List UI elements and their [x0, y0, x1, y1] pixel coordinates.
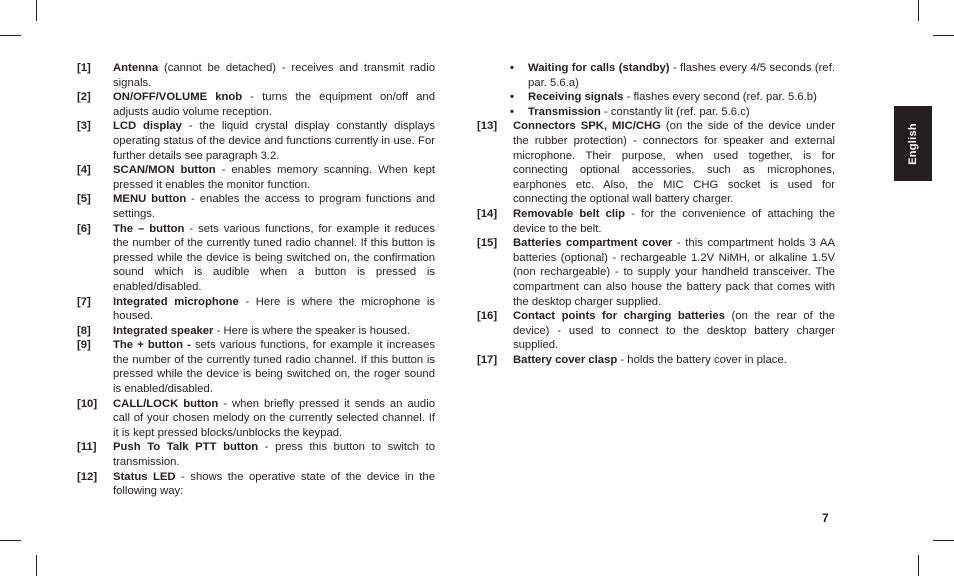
list-item: [6] The – button - sets various functions, for example it reduces the number of the currently tuned radio channel. If this button is pressed while the device is being switched on, the confirmation sound which is audible when a button is pressed is enabled/disabled.	[77, 222, 435, 293]
bullet-item: • Transmission - constantly lit (ref. par. 5.6.c)	[510, 105, 750, 118]
list-item: [9] The + button - sets various functions, for example it increases the number of the currently tuned radio channel. If this button is pressed while the device is being switched on, the roger sound is enabled/disabled.	[77, 339, 435, 396]
list-item: [4] SCAN/MON button - enables memory scanning. When kept pressed it enables the monitor function.	[77, 164, 435, 191]
list-item: [8] Integrated speaker - Here is where the speaker is housed.	[77, 324, 411, 337]
left-column	[77, 61, 435, 499]
crop-mark	[918, 0, 919, 21]
list-item: [16] Contact points for charging batteries (on the rear of the device) - used to connect to the desktop battery charger supplied.	[477, 310, 835, 352]
list-item: [10] CALL/LOCK button - when briefly pressed it sends an audio call of your chosen melody on the currently selected channel. If it is kept pressed blocks/unblocks the keypad.	[77, 397, 436, 439]
list-item: [12] Status LED - shows the operative state of the device in the following way:	[77, 470, 435, 498]
crop-mark	[933, 35, 954, 36]
crop-mark	[0, 35, 21, 36]
language-tab	[894, 106, 932, 181]
bullet-item: • Receiving signals - flashes every second (ref. par. 5.6.b)	[510, 91, 817, 104]
bullet-item: • Waiting for calls (standby) - flashes every 4/5 seconds (ref. par. 5.6.a)	[510, 62, 835, 89]
list-item: [2] ON/OFF/VOLUME knob - turns the equipment on/off and adjusts audio volume reception.	[77, 91, 436, 118]
list-item: [1] Antenna (cannot be detached) - receives and transmit radio signals.	[77, 62, 435, 89]
list-item: [11] Push To Talk PTT button - press this button to switch to transmission.	[77, 441, 435, 469]
crop-mark	[36, 0, 37, 21]
page-number: 7	[822, 511, 829, 525]
crop-mark	[933, 540, 954, 541]
list-item: [15] Batteries compartment cover - this compartment holds 3 AA batteries (optional) - rechargeable 1.2V NiMH, or alkaline 1.5V (non rechargeable) - to supply your handheld transceiver. The compartment can also house the battery pack that comes with the desktop charger supplied.	[477, 237, 835, 308]
crop-mark	[0, 540, 21, 541]
list-item: [17] Battery cover clasp - holds the battery cover in place.	[477, 353, 787, 366]
list-item: [7] Integrated microphone - Here is where the microphone is housed.	[77, 295, 435, 323]
list-item: [14] Removable belt clip - for the convenience of attaching the device to the belt.	[477, 207, 835, 235]
crop-mark	[36, 555, 37, 576]
language-tab-label: English	[907, 122, 919, 165]
list-item: [3] LCD display - the liquid crystal display constantly displays operating status of the device and functions currently in use. For further details see paragraph 3.2.	[77, 120, 435, 162]
right-column	[477, 61, 835, 367]
crop-mark	[918, 555, 919, 576]
list-item: [13] Connectors SPK, MIC/CHG (on the side of the device under the rubber protection) - connectors for speaker and external microphone. Their purpose, when used together, is for connecting optional accessories, such as microphones, earphones etc. Also, the MIC CHG socket is used for connecting the optional wall battery charger.	[477, 120, 835, 206]
list-item: [5] MENU button - enables the access to program functions and settings.	[77, 193, 435, 220]
